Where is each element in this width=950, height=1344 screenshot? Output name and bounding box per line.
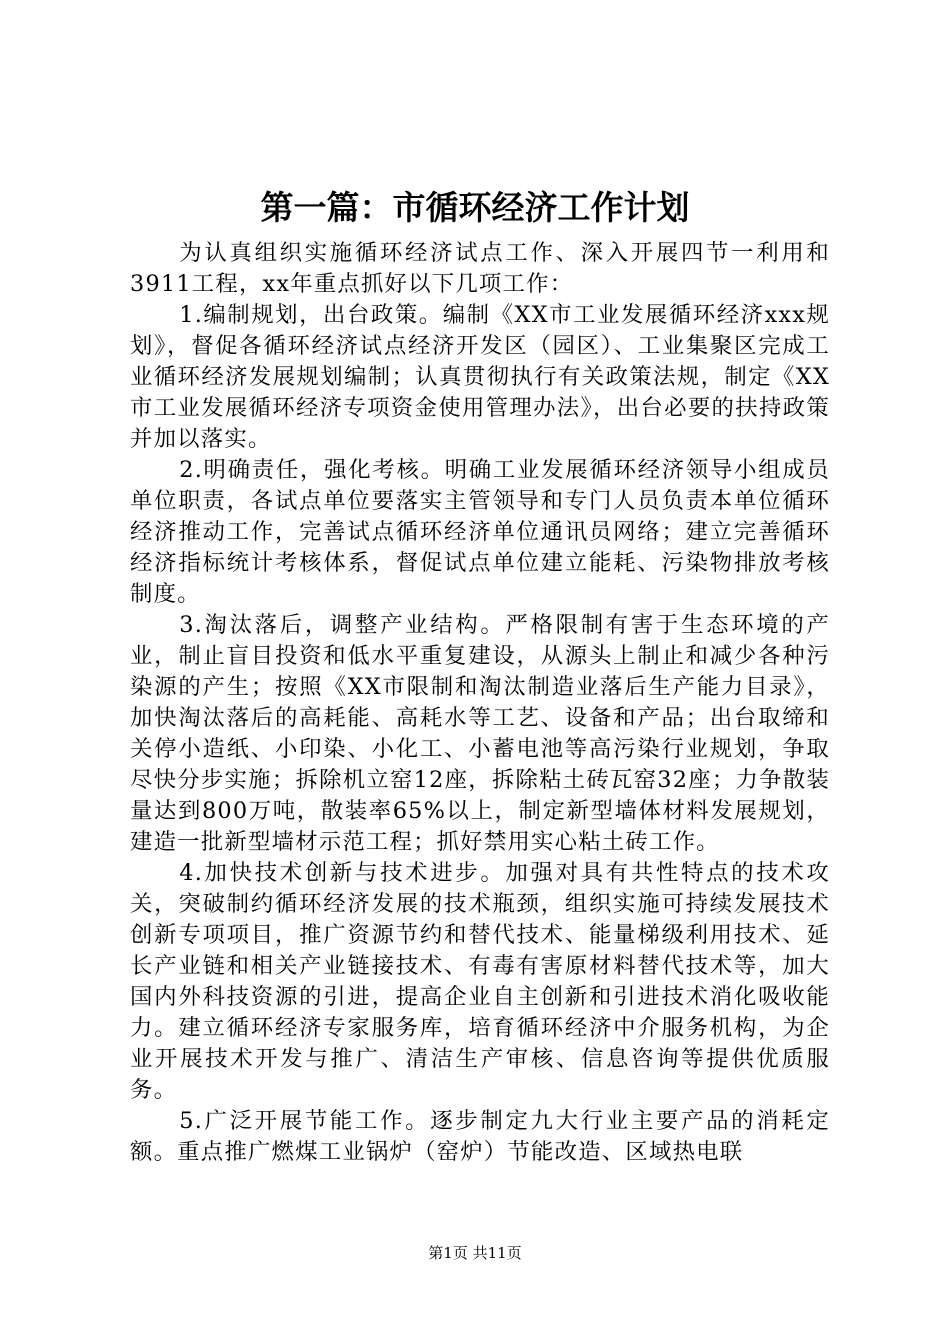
paragraph-item-1: 1.编制规划，出台政策。编制《XX市工业发展循环经济xxx规划》，督促各循环经济试点经济开发区（园区）、工业集聚区完成工业循环经济发展规划编制；认真贯彻执行有关政策法规，制定《XX市工业发展循环经济专项资金使用管理办法》，出台必要的扶持政策并加以落实。 — [130, 302, 830, 452]
paragraph-item-4: 4.加快技术创新与技术进步。加强对具有共性特点的技术攻关，突破制约循环经济发展的技术瓶颈，组织实施可持续发展技术创新专项项目，推广资源节约和替代技术、能量梯级利用技术、延长产业链和相关产业链接技术、有毒有害原材料替代技术等，加大国内外科技资源的引进，提高企业自主创新和引进技术消化吸收能力。建立循环经济专家服务库，培育循环经济中介服务机构，为企业开展技术开发与推广、清洁生产审核、信息咨询等提供优质服务。 — [130, 860, 830, 1103]
paragraph-item-3: 3.淘汰落后，调整产业结构。严格限制有害于生态环境的产业，制止盲目投资和低水平重复建设，从源头上制止和减少各种污染源的产生；按照《XX市限制和淘汰制造业落后生产能力目录》，加快淘汰落后的高耗能、高耗水等工艺、设备和产品；出台取缔和关停小造纸、小印染、小化工、小蓄电池等高污染行业规划，争取尽快分步实施；拆除机立窑12座，拆除粘土砖瓦窑32座；力争散装量达到800万吨，散装率65%以上，制定新型墙体材料发展规划，建造一批新型墙材示范工程；抓好禁用实心粘土砖工作。 — [130, 612, 830, 855]
document-title: 第一篇：市循环经济工作计划 — [260, 188, 690, 227]
document-body — [130, 238, 830, 1168]
paragraph-item-2: 2.明确责任，强化考核。明确工业发展循环经济领导小组成员单位职责，各试点单位要落实主管领导和专门人员负责本单位循环经济推动工作，完善试点循环经济单位通讯员网络；建立完善循环经济指标统计考核体系，督促试点单位建立能耗、污染物排放考核制度。 — [130, 457, 830, 607]
paragraph-item-5: 5.广泛开展节能工作。逐步制定九大行业主要产品的消耗定额。重点推广燃煤工业锅炉（窑炉）节能改造、区域热电联 — [130, 1108, 830, 1165]
page-footer: 第1页 共11页 — [428, 1244, 522, 1262]
paragraph-intro: 为认真组织实施循环经济试点工作、深入开展四节一利用和3911工程，xx年重点抓好以下几项工作： — [130, 240, 830, 297]
